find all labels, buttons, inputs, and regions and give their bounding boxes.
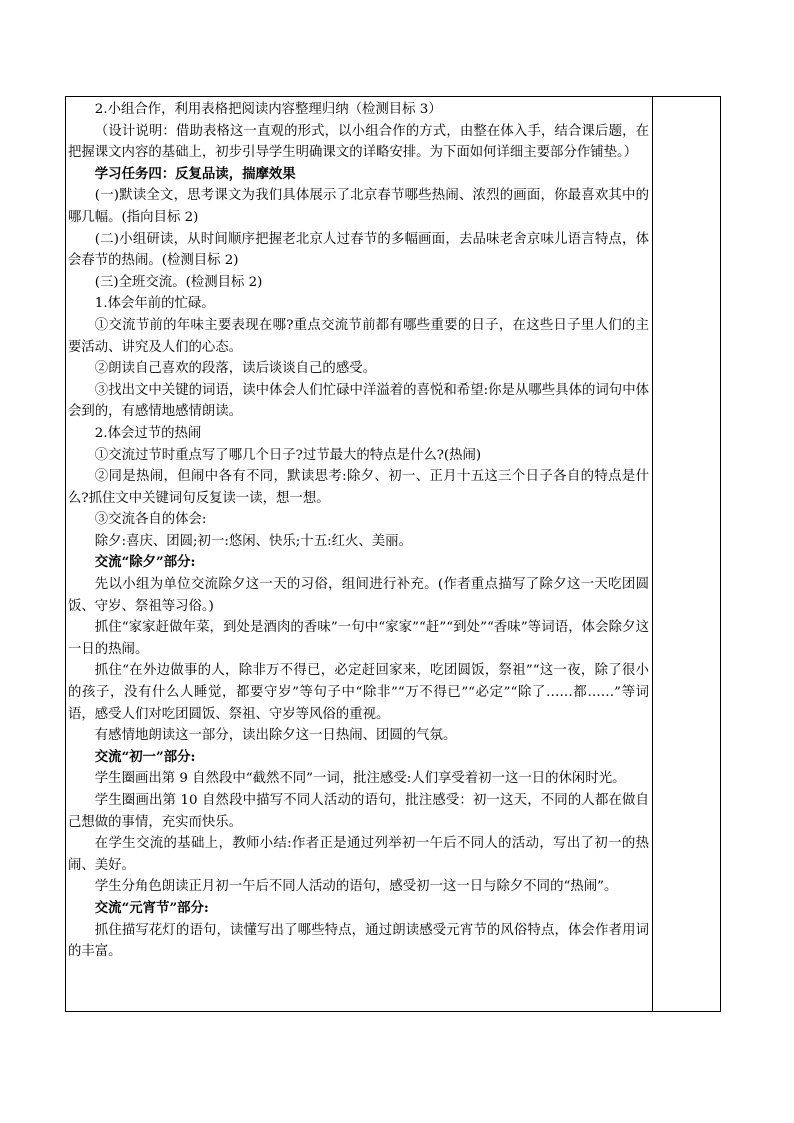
section-heading: 学习任务四：反复品读，揣摩效果	[94, 165, 296, 182]
column-divider	[652, 97, 653, 1011]
section-heading: 交流“初一”部分:	[94, 748, 196, 765]
content-line: ①交流节前的年味主要表现在哪?重点交流节前都有哪些重要的日子，在这些日子里人们的主要活动、讲究及人们的心态。	[68, 317, 649, 355]
content-line: 抓住描写花灯的语句，读懂写出了哪些特点，通过朗读感受元宵节的风俗特点，体会作者用词的丰富。	[68, 922, 649, 960]
content-line: ③交流各自的体会:	[94, 512, 207, 528]
content-line: ①交流过节时重点写了哪几个日子?过节最大的特点是什么?(热闹)	[94, 447, 482, 463]
content-line: ②朗读自己喜欢的段落，读后谈谈自己的感受。	[94, 361, 376, 377]
lesson-content-cell	[66, 99, 652, 963]
content-line: 学生圈画出第 9 自然段中“截然不同”一词，批注感受:人们享受着初一这一日的休闲时光。	[94, 771, 626, 787]
content-line: （设计说明：借助表格这一直观的形式，以小组合作的方式，由整在体入手，结合课后题，在把握课文内容的基础上，初步引导学生明确课文的详略安排。为下面如何详细主要部分作铺垫。）	[68, 123, 649, 161]
content-line: 2.体会过节的热闹	[94, 425, 202, 441]
section-heading: 交流“元宵节”部分:	[94, 899, 209, 916]
content-line: ②同是热闹，但闹中各有不同，默读思考:除夕、初一、正月十五这三个日子各自的特点是什么?抓住文中关键词句反复读一读，想一想。	[68, 469, 649, 506]
content-line: 抓住“家家赶做年菜，到处是酒肉的香味”一句中“家家”“赶”“到处”“香味”等词语，体会除夕这一日的热闹。	[68, 620, 649, 657]
content-line: (三)全班交流。(检测目标 2)	[94, 274, 263, 290]
content-line: 学生分角色朗读正月初一午后不同人活动的语句，感受初一这一日与除夕不同的“热闹”。	[94, 879, 618, 895]
content-line: (一)默读全文，思考课文为我们具体展示了北京春节哪些热闹、浓烈的画面，你最喜欢其中的哪几幅。(指向目标 2)	[68, 188, 649, 225]
section-heading: 交流“除夕”部分:	[94, 554, 196, 571]
content-line: 有感情地朗读这一部分，读出除夕这一日热闹、团圆的气氛。	[94, 728, 457, 744]
content-line: 在学生交流的基础上，教师小结:作者正是通过列举初一午后不同人的活动，写出了初一的热闹、美好。	[68, 836, 649, 873]
content-line: 除夕:喜庆、团圆;初一:悠闲、快乐;十五:红火、美丽。	[94, 533, 412, 549]
lesson-plan-table	[65, 96, 721, 1012]
content-line: 2.小组合作，利用表格把阅读内容整理归纳（检测目标 3）	[94, 102, 442, 117]
content-line: 1.体会年前的忙碌。	[94, 296, 215, 312]
content-line: 抓住“在外边做事的人，除非万不得已，必定赶回家来，吃团圆饭，祭祖”“这一夜，除了很小的孩子，没有什么人睡觉，都要守岁”等句子中“除非”“万不得已”“必定”“除了……都……”等词语，感受人们对吃团圆饭、祭祖、守岁等风俗的重视。	[68, 663, 649, 722]
content-line: 先以小组为单位交流除夕这一天的习俗，组间进行补充。(作者重点描写了除夕这一天吃团圆饭、守岁、祭祖等习俗。)	[68, 577, 649, 614]
content-line: ③找出文中关键的词语，读中体会人们忙碌中洋溢着的喜悦和希望:你是从哪些具体的词句中体会到的，有感情地感情朗读。	[68, 382, 649, 420]
content-line: 学生圈画出第 10 自然段中描写不同人活动的语句，批注感受：初一这天，不同的人都在做自己想做的事情，充实而快乐。	[68, 793, 649, 830]
content-line: (二)小组研读，从时间顺序把握老北京人过春节的多幅画面，去品味老舍京味儿语言特点，体会春节的热闹。(检测目标 2)	[68, 231, 649, 269]
